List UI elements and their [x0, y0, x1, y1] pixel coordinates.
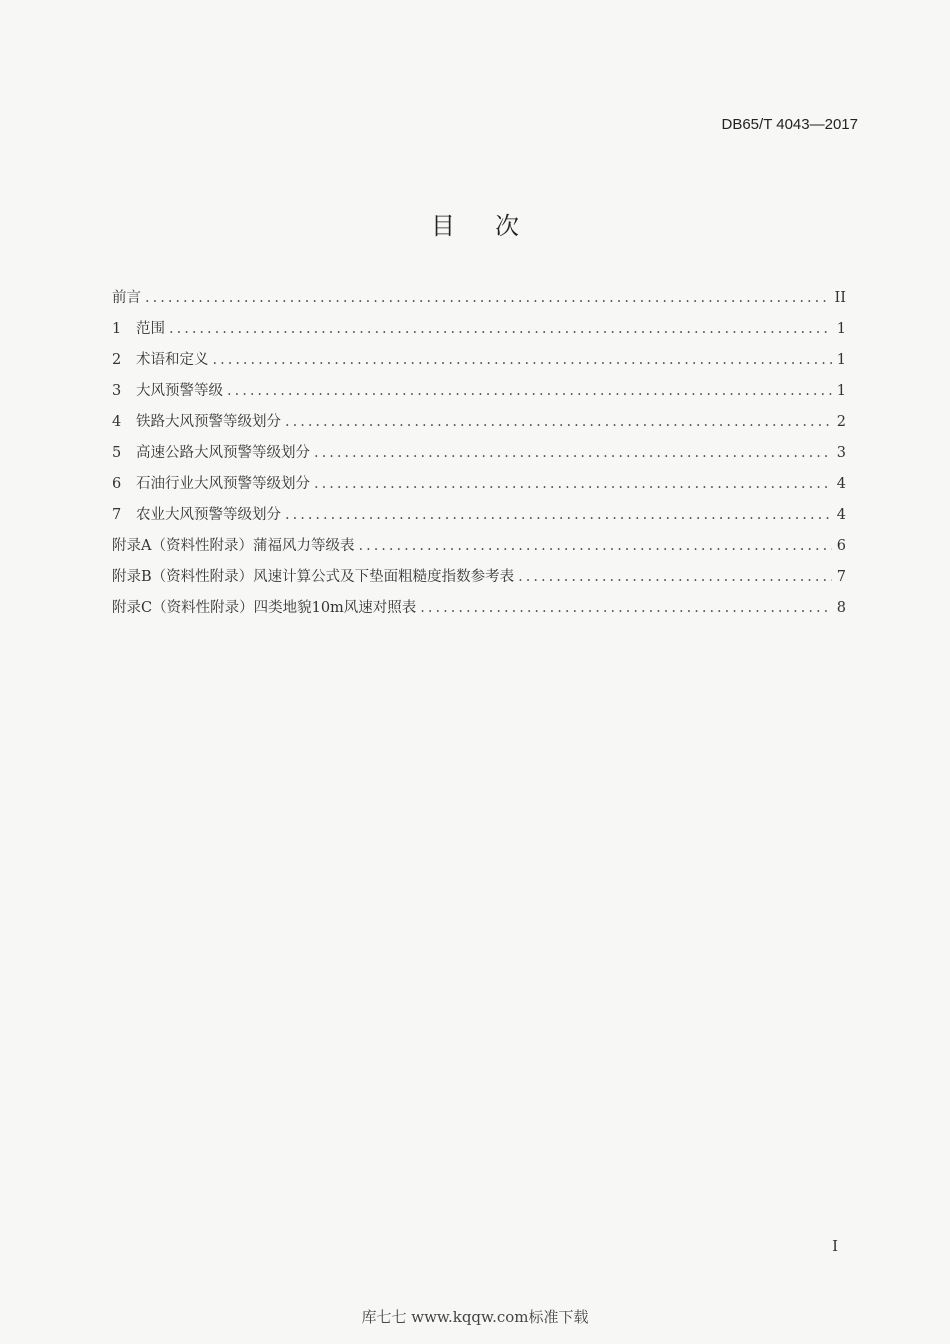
toc-leader-dots — [518, 569, 832, 585]
toc-leader-dots — [285, 507, 832, 523]
toc-entry-number: 3 — [112, 383, 122, 399]
toc-entry[interactable] — [112, 534, 846, 565]
toc-entry[interactable] — [112, 286, 846, 317]
toc-entry-label: 附录A（资料性附录）蒲福风力等级表 — [112, 538, 355, 554]
toc-entry[interactable] — [112, 441, 846, 472]
toc-leader-dots — [358, 538, 832, 554]
toc-entry-number: 5 — [112, 445, 122, 461]
toc-entry-page: 2 — [836, 414, 846, 430]
toc-entry-page: 6 — [836, 538, 846, 554]
toc-leader-dots — [213, 352, 833, 368]
toc-leader-dots — [227, 383, 832, 399]
toc-entry-number: 1 — [112, 321, 122, 337]
toc-entry-page: 7 — [836, 569, 846, 585]
toc-entry-number: 7 — [112, 507, 122, 523]
toc-entry-number: 6 — [112, 476, 122, 492]
toc-leader-dots — [285, 414, 832, 430]
toc-entry[interactable] — [112, 565, 846, 596]
toc-entry[interactable] — [112, 379, 846, 410]
toc-leader-dots — [145, 290, 831, 306]
toc-entry[interactable] — [112, 317, 846, 348]
toc-entry[interactable] — [112, 348, 846, 379]
toc-leader-dots — [420, 600, 832, 616]
toc-entry-label: 前言 — [112, 290, 141, 306]
toc-entry-label: 石油行业大风预警等级划分 — [136, 476, 310, 492]
toc-entry-label: 高速公路大风预警等级划分 — [136, 445, 310, 461]
toc-entry-label: 大风预警等级 — [136, 383, 223, 399]
toc-entry[interactable] — [112, 472, 846, 503]
footer-watermark: 库七七 www.kqqw.com标准下载 — [361, 1308, 589, 1326]
toc-entry-page: 1 — [836, 321, 846, 337]
standard-code: DB65/T 4043—2017 — [721, 116, 858, 133]
toc-entry-label: 附录C（资料性附录）四类地貌10m风速对照表 — [112, 600, 417, 616]
toc-leader-dots — [314, 445, 832, 461]
toc-leader-dots — [314, 476, 832, 492]
page-number: I — [832, 1237, 838, 1255]
toc-entry[interactable] — [112, 503, 846, 534]
toc-entry-page: II — [834, 290, 846, 306]
page-title: 目次 — [431, 212, 559, 240]
toc-entry-page: 3 — [836, 445, 846, 461]
toc-entry-page: 1 — [836, 383, 846, 399]
toc-entry-label: 农业大风预警等级划分 — [136, 507, 281, 523]
toc-entry-page: 4 — [836, 476, 846, 492]
toc-entry-label: 附录B（资料性附录）风速计算公式及下垫面粗糙度指数参考表 — [112, 569, 515, 585]
toc-entry-page: 8 — [836, 600, 846, 616]
toc-entry-number: 2 — [112, 352, 122, 368]
toc-entry-number: 4 — [112, 414, 122, 430]
toc-leader-dots — [169, 321, 832, 337]
toc-entry-page: 4 — [836, 507, 846, 523]
toc-entry-page: 1 — [836, 352, 846, 368]
toc-entry[interactable] — [112, 410, 846, 441]
toc-entry-label: 铁路大风预警等级划分 — [136, 414, 281, 430]
toc-entry-label: 术语和定义 — [136, 352, 209, 368]
toc-entry-label: 范围 — [136, 321, 165, 337]
table-of-contents — [112, 286, 846, 627]
toc-entry[interactable] — [112, 596, 846, 627]
